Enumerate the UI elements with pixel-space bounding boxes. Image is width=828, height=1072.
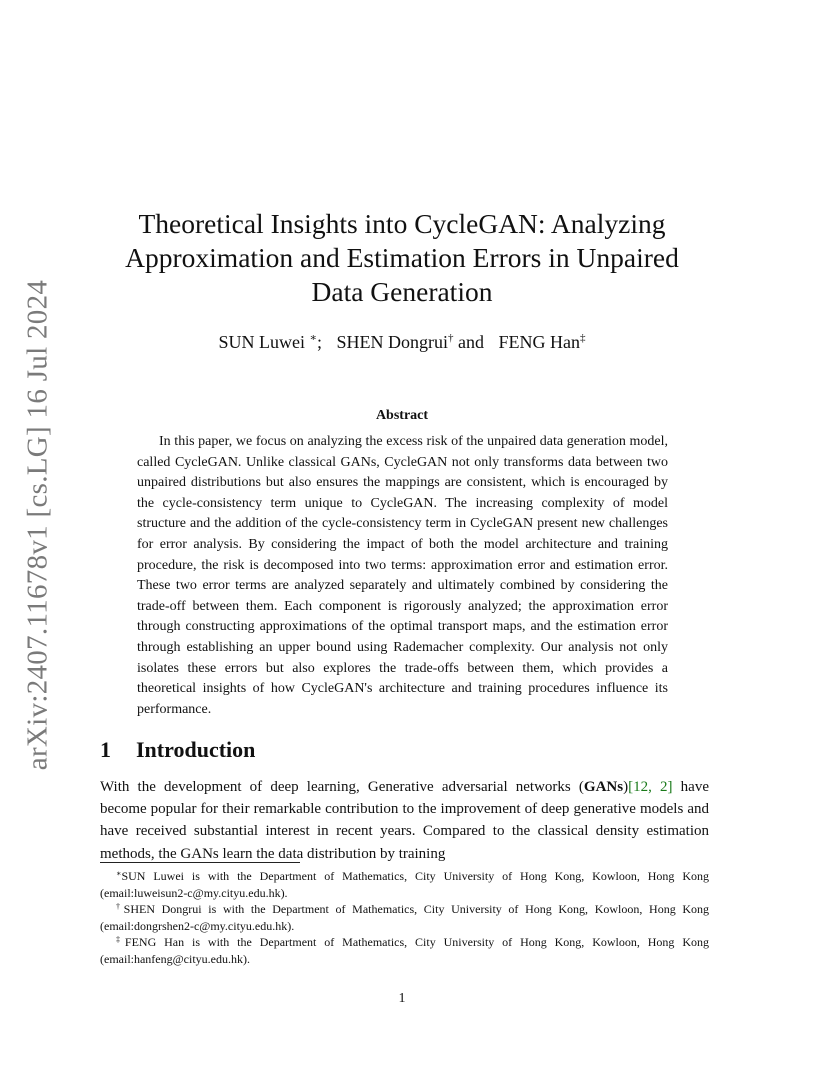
- intro-text-start: With the development of deep learning, Generative adversarial networks (: [100, 779, 584, 795]
- title-line: Approximation and Estimation Errors in Unpaired: [125, 242, 679, 273]
- footnote: [100, 901, 709, 934]
- intro-bold-term: GANs: [583, 779, 624, 795]
- page-number: 1: [398, 991, 406, 1006]
- section-number: 1: [100, 737, 111, 762]
- paper-title: [100, 207, 704, 309]
- title-line: Theoretical Insights into CycleGAN: Analyzing: [138, 208, 666, 239]
- author-name: SHEN Dongrui: [336, 332, 448, 352]
- footnote-text: FENG Han is with the Department of Mathematics, City University of Hong Kong, Kowloon, Hong Kong (email:hanfeng@cityu.edu.hk).: [100, 935, 710, 966]
- section-heading: [100, 736, 255, 764]
- abstract-text: In this paper, we focus on analyzing the excess risk of the unpaired data generation model, called CycleGAN. Unlike classical GANs, CycleGAN not only transforms data between two unpaired distributions but also ensures the mappings are consistent, which is encouraged by the cycle-consistency term unique to CycleGAN. The increasing complexity of model structure and the addition of the cycle-consistency term in CycleGAN present new challenges for error analysis. By considering the impact of both the model architecture and training procedure, the risk is decomposed into two terms: approximation error and estimation error. These two error terms are analyzed separately and ultimately combined by considering the trade-off between them. Each component is rigorously analyzed; the approximation error through constructing approximations of the optimal transport maps, and the estimation error through establishing an upper bound using Rademacher complexity. Our analysis not only isolates these errors but also explores the trade-offs between them, which provides a theoretical insights of how CycleGAN's architecture and training procedures influence its performance.: [137, 434, 668, 717]
- footnote-mark: ‡: [116, 935, 125, 945]
- author-list: [100, 331, 704, 353]
- author-footnote-mark[interactable]: †: [448, 332, 454, 344]
- footnote: [100, 868, 709, 901]
- footnote-divider: [100, 862, 300, 863]
- citation-link[interactable]: 2]: [660, 779, 673, 795]
- intro-text-paren: ): [623, 779, 629, 795]
- section-title: Introduction: [136, 737, 256, 762]
- author-footnote-mark[interactable]: ‡: [580, 332, 586, 344]
- intro-text-rest: have become popular for their remarkable contribution to the improvement of deep generative models and have received substantial interest in recent years. Compared to the classical density estimation methods, the GANs learn the data distribution by training: [100, 779, 709, 862]
- author-separator: ;: [316, 332, 322, 352]
- author-footnote-mark[interactable]: ∗: [309, 332, 317, 344]
- author-name: FENG Han: [498, 332, 580, 352]
- title-line: Data Generation: [311, 276, 493, 307]
- author-separator: and: [458, 332, 484, 352]
- footnote-text: SUN Luwei is with the Department of Mathematics, City University of Hong Kong, Kowloon, Hong Kong (email:luweisun2-c@my.cityu.edu.hk).: [100, 869, 709, 900]
- footnote: [100, 934, 709, 967]
- introduction-paragraph: [100, 776, 709, 865]
- footnote-mark: †: [116, 902, 124, 912]
- citation-link[interactable]: [12,: [628, 779, 652, 795]
- abstract-heading: Abstract: [375, 408, 429, 423]
- footnote-mark: ∗: [116, 869, 122, 878]
- footnote-text: SHEN Dongrui is with the Department of Mathematics, City University of Hong Kong, Kowloon, Hong Kong (email:dongrshen2-c@my.cityu.edu.hk).: [100, 902, 710, 933]
- author-name: SUN Luwei: [218, 332, 305, 352]
- footnotes: [100, 868, 709, 968]
- arxiv-identifier-stamp: arXiv:2407.11678v1 [cs.LG] 16 Jul 2024: [21, 279, 54, 771]
